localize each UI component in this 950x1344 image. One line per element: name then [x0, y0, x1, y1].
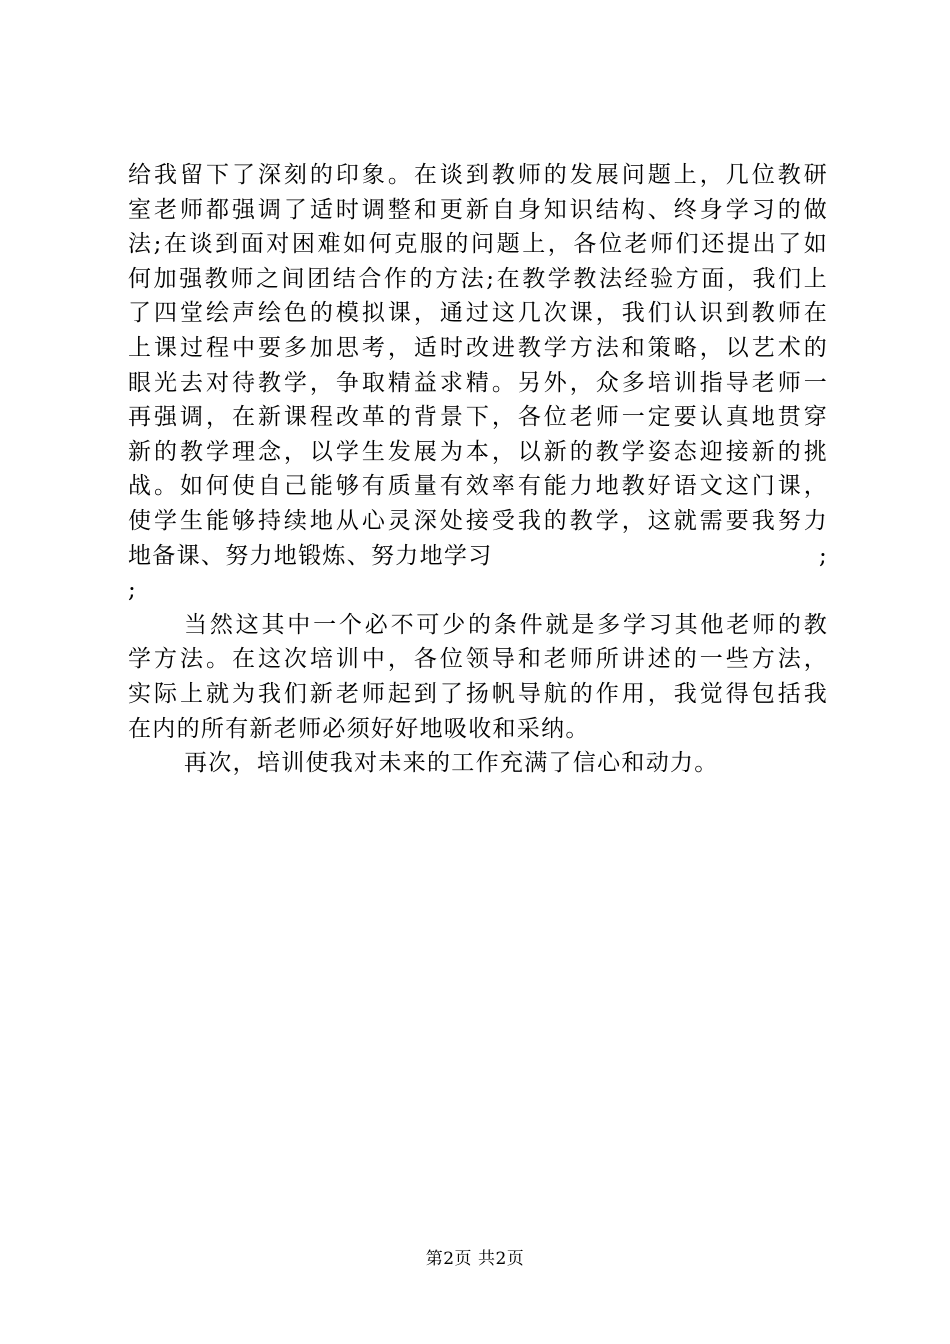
text-line: 新的教学理念，以学生发展为本，以新的教学姿态迎接新的挑	[128, 438, 828, 465]
text-line-semicolon-only: ;	[128, 577, 138, 604]
text-line: 使学生能够持续地从心灵深处接受我的教学，这就需要我努力	[128, 507, 828, 534]
text-line: 何加强教师之间团结合作的方法;在教学教法经验方面，我们上	[128, 265, 828, 292]
paragraph-2-line: 实际上就为我们新老师起到了扬帆导航的作用，我觉得包括我	[128, 680, 828, 707]
text-line: 了四堂绘声绘色的模拟课，通过这几次课，我们认识到教师在	[128, 300, 828, 327]
text-line: 法;在谈到面对困难如何克服的问题上，各位老师们还提出了如	[128, 231, 828, 258]
text-line-split	[128, 539, 828, 574]
text-line-semicolon: ;	[818, 542, 828, 569]
paragraph-2-line: 当然这其中一个必不可少的条件就是多学习其他老师的教	[184, 611, 828, 638]
paragraph-2-line: 学方法。在这次培训中，各位领导和老师所讲述的一些方法，	[128, 646, 828, 673]
text-line: 眼光去对待教学，争取精益求精。另外，众多培训指导老师一	[128, 369, 828, 396]
text-line: 战。如何使自己能够有质量有效率有能力地教好语文这门课，	[128, 473, 828, 500]
paragraph-2-line: 在内的所有新老师必须好好地吸收和采纳。	[128, 715, 590, 742]
text-line: 上课过程中要多加思考，适时改进教学方法和策略，以艺术的	[128, 334, 828, 361]
text-line: 再强调，在新课程改革的背景下，各位老师一定要认真地贯穿	[128, 404, 828, 431]
page-footer	[0, 1244, 950, 1269]
page-number: 第2页 共2页	[425, 1249, 525, 1269]
text-line: 室老师都强调了适时调整和更新自身知识结构、终身学习的做	[128, 196, 828, 223]
paragraph-3: 再次，培训使我对未来的工作充满了信心和动力。	[184, 750, 719, 777]
body-text	[128, 158, 828, 781]
text-line-main: 地备课、努力地锻炼、努力地学习	[128, 542, 493, 569]
text-line: 给我留下了深刻的印象。在谈到教师的发展问题上，几位教研	[128, 162, 828, 188]
